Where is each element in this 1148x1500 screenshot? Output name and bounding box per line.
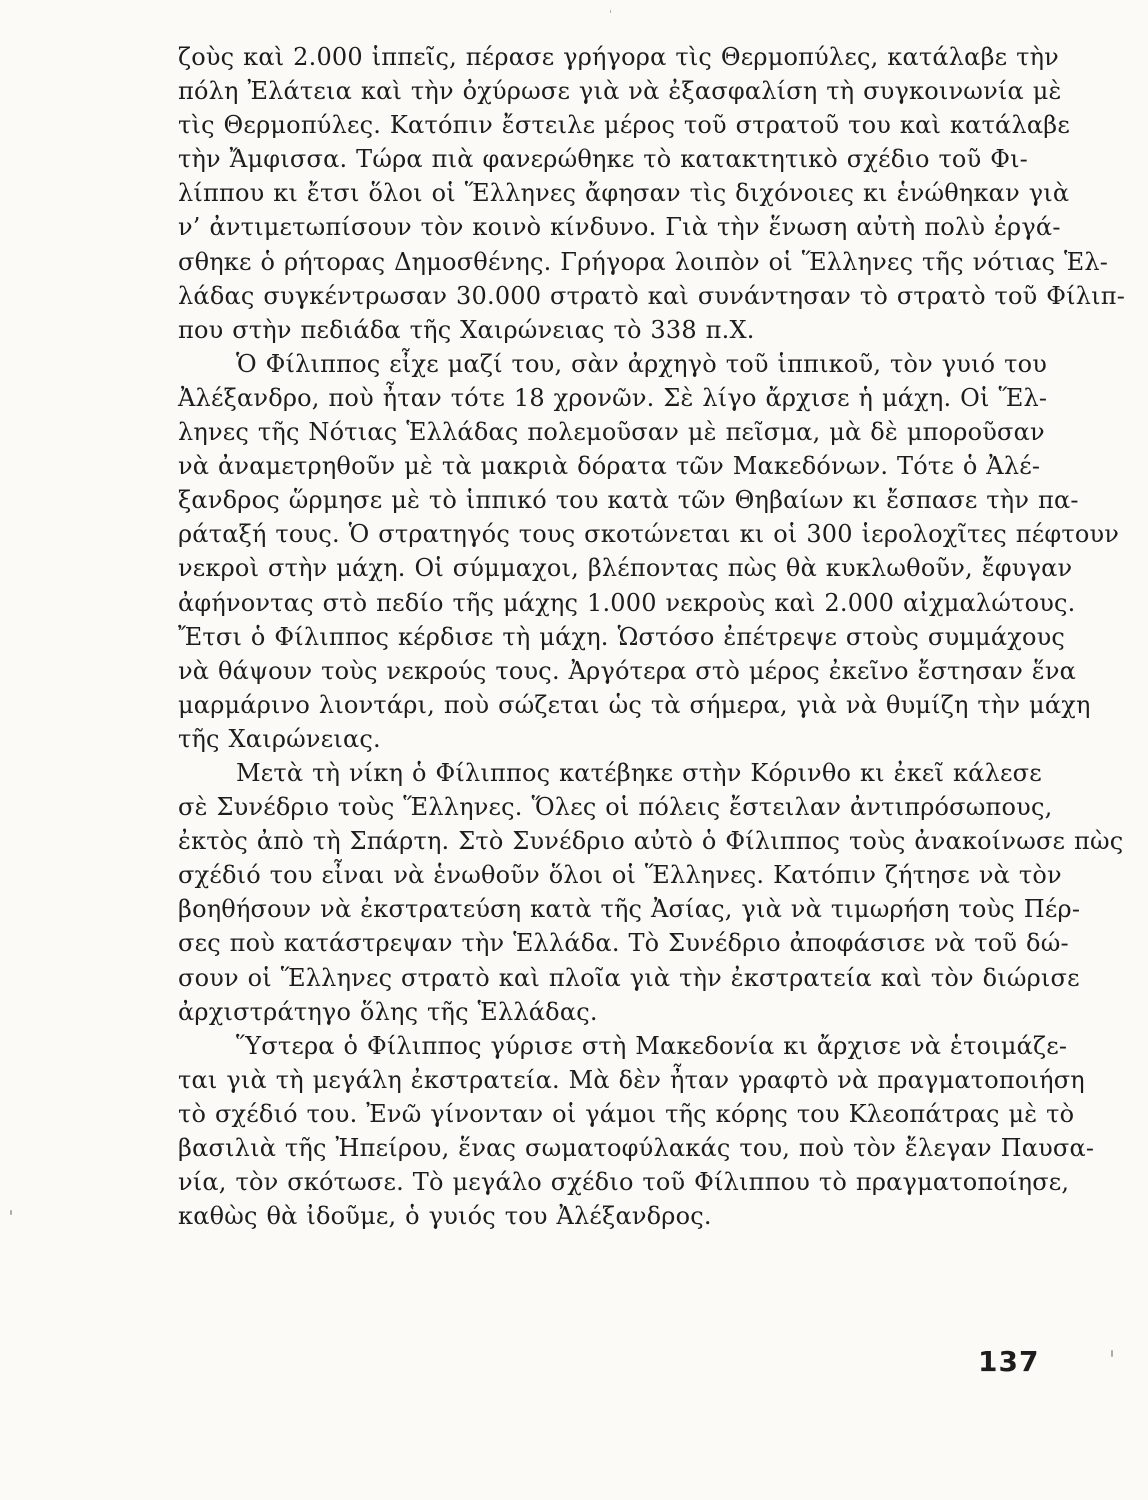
paragraph-1 bbox=[178, 40, 1126, 347]
text-line: Ἀλέξανδρο, ποὺ ἦταν τότε 18 χρονῶν. Σὲ λίγο ἄρχισε ἡ μάχη. Οἱ Ἕλ- bbox=[178, 383, 1048, 412]
text-line: ἐκτὸς ἀπὸ τὴ Σπάρτη. Στὸ Συνέδριο αὐτὸ ὁ Φίλιππος τοὺς ἀνακοίνωσε πὼς bbox=[178, 827, 1124, 856]
text-line: ἀρχιστράτηγο ὅλης τῆς Ἑλλάδας. bbox=[178, 997, 598, 1026]
text-line: ράταξή τους. Ὁ στρατηγός τους σκοτώνεται κι οἱ 300 ἱερολοχῖτες πέφτουν bbox=[178, 520, 1120, 549]
body-text bbox=[178, 40, 1126, 1233]
text-line: σχέδιό του εἶναι νὰ ἑνωθοῦν ὅλοι οἱ Ἕλληνες. Κατόπιν ζήτησε νὰ τὸν bbox=[178, 861, 1062, 890]
text-line: πόλη Ἐλάτεια καὶ τὴν ὀχύρωσε γιὰ νὰ ἐξασφαλίση τὴ συγκοινωνία μὲ bbox=[178, 77, 1062, 106]
scan-speck bbox=[1111, 1350, 1113, 1357]
text-line: ται γιὰ τὴ μεγάλη ἐκστρατεία. Μὰ δὲν ἦταν γραφτὸ νὰ πραγματοποιήση bbox=[178, 1065, 1085, 1094]
scan-speck bbox=[10, 1210, 12, 1215]
text-line: τῆς Χαιρώνειας. bbox=[178, 724, 381, 753]
text-line: νεκροὶ στὴν μάχη. Οἱ σύμμαχοι, βλέποντας πὼς θὰ κυκλωθοῦν, ἔφυγαν bbox=[178, 554, 1073, 583]
text-line: βασιλιὰ τῆς Ἠπείρου, ἕνας σωματοφύλακάς του, ποὺ τὸν ἔλεγαν Παυσα- bbox=[178, 1134, 1095, 1162]
text-line: ν’ ἀντιμετωπίσουν τὸν κοινὸ κίνδυνο. Γιὰ τὴν ἕνωση αὐτὴ πολὺ ἐργά- bbox=[178, 213, 1061, 242]
page-number: 137 bbox=[978, 1345, 1040, 1378]
text-line: τὶς Θερμοπύλες. Κατόπιν ἔστειλε μέρος τοῦ στρατοῦ του καὶ κατάλαβε bbox=[178, 111, 1070, 140]
text-line: ἀφήνοντας στὸ πεδίο τῆς μάχης 1.000 νεκροὺς καὶ 2.000 αἰχμαλώτους. bbox=[178, 588, 1076, 617]
text-line: ξανδρος ὥρμησε μὲ τὸ ἱππικό του κατὰ τῶν Θηβαίων κι ἔσπασε τὴν πα- bbox=[178, 486, 1079, 515]
paragraph-2 bbox=[178, 347, 1120, 756]
text-line: Ἔτσι ὁ Φίλιππος κέρδισε τὴ μάχη. Ὡστόσο ἐπέτρεψε στοὺς συμμάχους bbox=[178, 622, 1066, 651]
text-line: σες ποὺ κατάστρεψαν τὴν Ἑλλάδα. Τὸ Συνέδριο ἀποφάσισε νὰ τοῦ δώ- bbox=[178, 929, 1069, 958]
text-line: μαρμάρινο λιοντάρι, ποὺ σώζεται ὡς τὰ σήμερα, γιὰ νὰ θυμίζη τὴν μάχη bbox=[178, 690, 1091, 719]
text-line: λίππου κι ἔτσι ὅλοι οἱ Ἕλληνες ἄφησαν τὶς διχόνοιες κι ἑνώθηκαν γιὰ bbox=[178, 179, 1070, 208]
text-line: Μετὰ τὴ νίκη ὁ Φίλιππος κατέβηκε στὴν Κόρινθο κι ἐκεῖ κάλεσε bbox=[236, 758, 1042, 787]
text-line: λάδας συγκέντρωσαν 30.000 στρατὸ καὶ συνάντησαν τὸ στρατὸ τοῦ Φίλιπ- bbox=[178, 281, 1126, 310]
text-line: Ὁ Φίλιππος εἶχε μαζί του, σὰν ἀρχηγὸ τοῦ ἱππικοῦ, τὸν γυιό του bbox=[236, 349, 1048, 378]
text-line: ληνες τῆς Νότιας Ἑλλάδας πολεμοῦσαν μὲ πεῖσμα, μὰ δὲ μποροῦσαν bbox=[178, 418, 1045, 447]
text-line: καθὼς θὰ ἰδοῦμε, ὁ γυιός του Ἀλέξανδρος. bbox=[178, 1202, 712, 1231]
paragraph-3 bbox=[178, 756, 1124, 1029]
text-line: τὸ σχέδιό του. Ἐνῶ γίνονταν οἱ γάμοι τῆς κόρης του Κλεοπάτρας μὲ τὸ bbox=[178, 1099, 1075, 1128]
paragraph-4 bbox=[178, 1029, 1095, 1234]
text-line: σουν οἱ Ἕλληνες στρατὸ καὶ πλοῖα γιὰ τὴν ἐκστρατεία καὶ τὸν διώρισε bbox=[178, 963, 1080, 992]
text-line: σὲ Συνέδριο τοὺς Ἕλληνες. Ὅλες οἱ πόλεις ἔστειλαν ἀντιπρόσωπους, bbox=[178, 793, 1053, 822]
text-line: βοηθήσουν νὰ ἐκστρατεύση κατὰ τῆς Ἀσίας, γιὰ νὰ τιμωρήση τοὺς Πέρ- bbox=[178, 895, 1081, 924]
text-line: Ὕστερα ὁ Φίλιππος γύρισε στὴ Μακεδονία κι ἄρχισε νὰ ἑτοιμάζε- bbox=[236, 1031, 1068, 1060]
text-line: νία, τὸν σκότωσε. Τὸ μεγάλο σχέδιο τοῦ Φίλιππου τὸ πραγματοποίησε, bbox=[178, 1168, 1070, 1197]
text-line: νὰ θάψουν τοὺς νεκρούς τους. Ἀργότερα στὸ μέρος ἐκεῖνο ἔστησαν ἕνα bbox=[178, 656, 1077, 685]
scan-speck bbox=[610, 10, 611, 13]
text-line: σθηκε ὁ ρήτορας Δημοσθένης. Γρήγορα λοιπὸν οἱ Ἕλληνες τῆς νότιας Ἑλ- bbox=[178, 247, 1109, 276]
text-line: που στὴν πεδιάδα τῆς Χαιρώνειας τὸ 338 π.Χ. bbox=[178, 315, 755, 344]
text-line: τὴν Ἄμφισσα. Τώρα πιὰ φανερώθηκε τὸ κατακτητικὸ σχέδιο τοῦ Φι- bbox=[178, 145, 1028, 174]
text-line: νὰ ἀναμετρηθοῦν μὲ τὰ μακριὰ δόρατα τῶν Μακεδόνων. Τότε ὁ Ἀλέ- bbox=[178, 452, 1041, 481]
text-line: ζοὺς καὶ 2.000 ἱππεῖς, πέρασε γρήγορα τὶς Θερμοπύλες, κατάλαβε τὴν bbox=[178, 43, 1059, 71]
